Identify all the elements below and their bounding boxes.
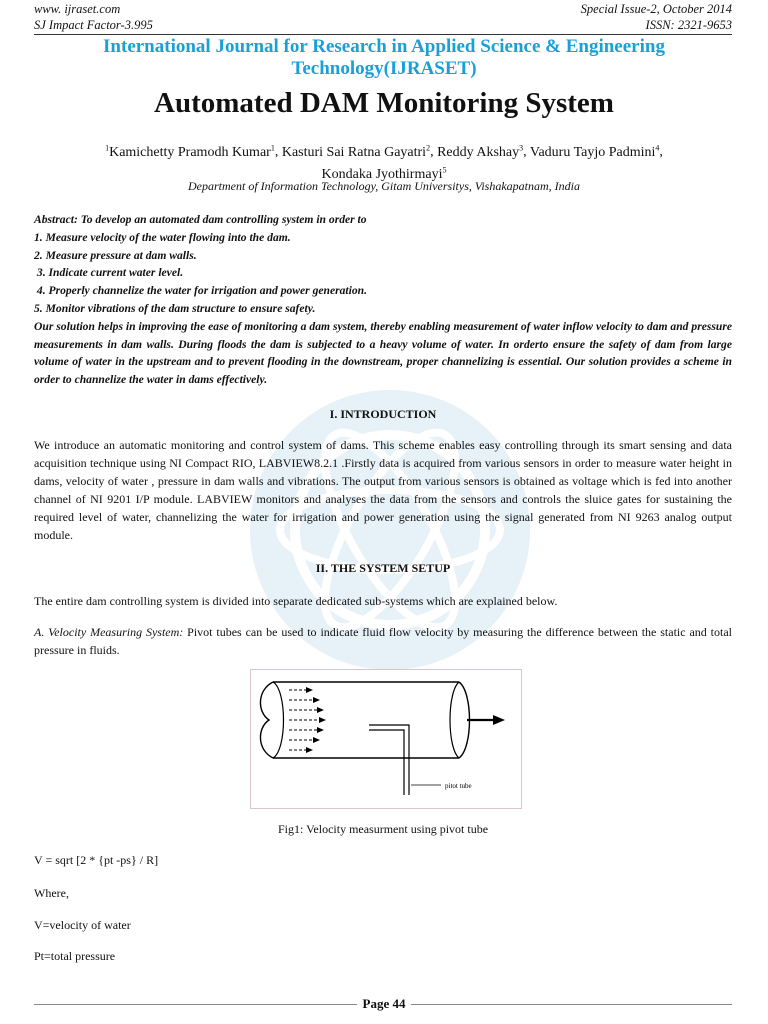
author: Kondaka Jyothirmayi$^5$ bbox=[321, 165, 447, 183]
abstract-paragraph: Our solution helps in improving the ease of monitoring a dam system, thereby enabling measurement of water inflow velocity to dam and pressure measurements in dam walls. During floods the dam is subjected to a heavy volume of water. In orderto ensure the safety of dam from large volume of water in the upstream and to prevent flooding in the downstream, proper channelizing is essential. Our solution provides a scheme in order to channelize the water in dams effectively. bbox=[34, 319, 732, 387]
department-affiliation: Department of Information Technology, Gitam Universitys, Vishakapatnam, India bbox=[188, 179, 580, 193]
section-heading-system-setup: II. THE SYSTEM SETUP bbox=[315, 561, 451, 575]
page-number: Page 44 bbox=[0, 996, 768, 1012]
definition-velocity: V=velocity of water bbox=[34, 918, 131, 932]
author-list: $^1$Kamichetty Pramodh Kumar$^1$, Kasturi Sai Ratna Gayatri$^2$, Reddy Akshay$^3$, Vaduru Tayjo Padmini$^4$, Kondaka Jyothirmayi$^5$ bbox=[105, 143, 663, 183]
subsection-label: A. Velocity Measuring System: bbox=[34, 625, 184, 639]
pitot-tube-diagram bbox=[251, 670, 521, 808]
abstract-line: 2. Measure pressure at dam walls. bbox=[34, 248, 197, 262]
definition-total-pressure: Pt=total pressure bbox=[34, 949, 116, 963]
author: Reddy Akshay$^3$ bbox=[437, 143, 524, 160]
where-label: Where, bbox=[34, 886, 69, 900]
abstract-line: 5. Monitor vibrations of the dam structure to ensure safety. bbox=[34, 301, 316, 315]
author: $^1$Kamichetty Pramodh Kumar$^1$ bbox=[105, 143, 275, 160]
author: Vaduru Tayjo Padmini$^4$ bbox=[529, 143, 660, 160]
figure-pitot-tube bbox=[250, 669, 522, 809]
abstract bbox=[34, 211, 732, 389]
impact-factor: SJ Impact Factor-3.995 bbox=[34, 18, 153, 32]
journal-name bbox=[40, 36, 728, 80]
pitot-tube-label: pitot tube bbox=[445, 782, 472, 790]
header-rule bbox=[34, 34, 732, 35]
journal-name-line2: Technology(IJRASET) bbox=[291, 58, 477, 79]
abstract-line: 1. Measure velocity of the water flowing into the dam. bbox=[34, 230, 291, 244]
abstract-line: Abstract: To develop an automated dam controlling system in order to bbox=[34, 213, 367, 226]
journal-name-line1: International Journal for Research in Applied Science & Engineering bbox=[103, 36, 665, 57]
author: Kasturi Sai Ratna Gayatri$^2$ bbox=[281, 143, 431, 160]
website-url: www. ijraset.com bbox=[34, 2, 121, 16]
velocity-formula: V = sqrt [2 * {pt -ps} / R] bbox=[34, 853, 159, 867]
system-setup-paragraph: The entire dam controlling system is divided into separate dedicated sub-systems which are explained below. bbox=[34, 594, 558, 608]
abstract-line: 3. Indicate current water level. bbox=[34, 266, 184, 280]
issn: ISSN: 2321-9653 bbox=[645, 18, 732, 32]
abstract-line: 4. Properly channelize the water for irrigation and power generation. bbox=[34, 284, 368, 298]
figure-caption: Fig1: Velocity measurment using pivot tube bbox=[277, 822, 489, 836]
introduction-paragraph: We introduce an automatic monitoring and control system of dams. This scheme enables easy controlling through its smart sensing and data acquisition technique using NI Compact RIO, LABVIEW8.2.1 .Firstly data is acquired from various sensors in order to measure water height in dams, velocity of water , pressure in dam walls and vibrations. The output from various sensors is obtained as voltage which is fed into another channel of NI 9201 I/P module. LABVIEW monitors and analyses the data from the sensors and controls the sluice gates for sustaining the required level of water, channelizing the water for irrigation and power generation using the signal generated from NI 9263 analog output module. bbox=[34, 438, 732, 542]
issue-info: Special Issue-2, October 2014 bbox=[580, 2, 732, 16]
velocity-system-paragraph: A. Velocity Measuring System: Pivot tubes can be used to indicate fluid flow velocity by measuring the difference between the static and total pressure in fluids. bbox=[34, 625, 733, 657]
section-heading-introduction: I. INTRODUCTION bbox=[329, 407, 437, 421]
paper-title: Automated DAM Monitoring System bbox=[154, 87, 614, 119]
